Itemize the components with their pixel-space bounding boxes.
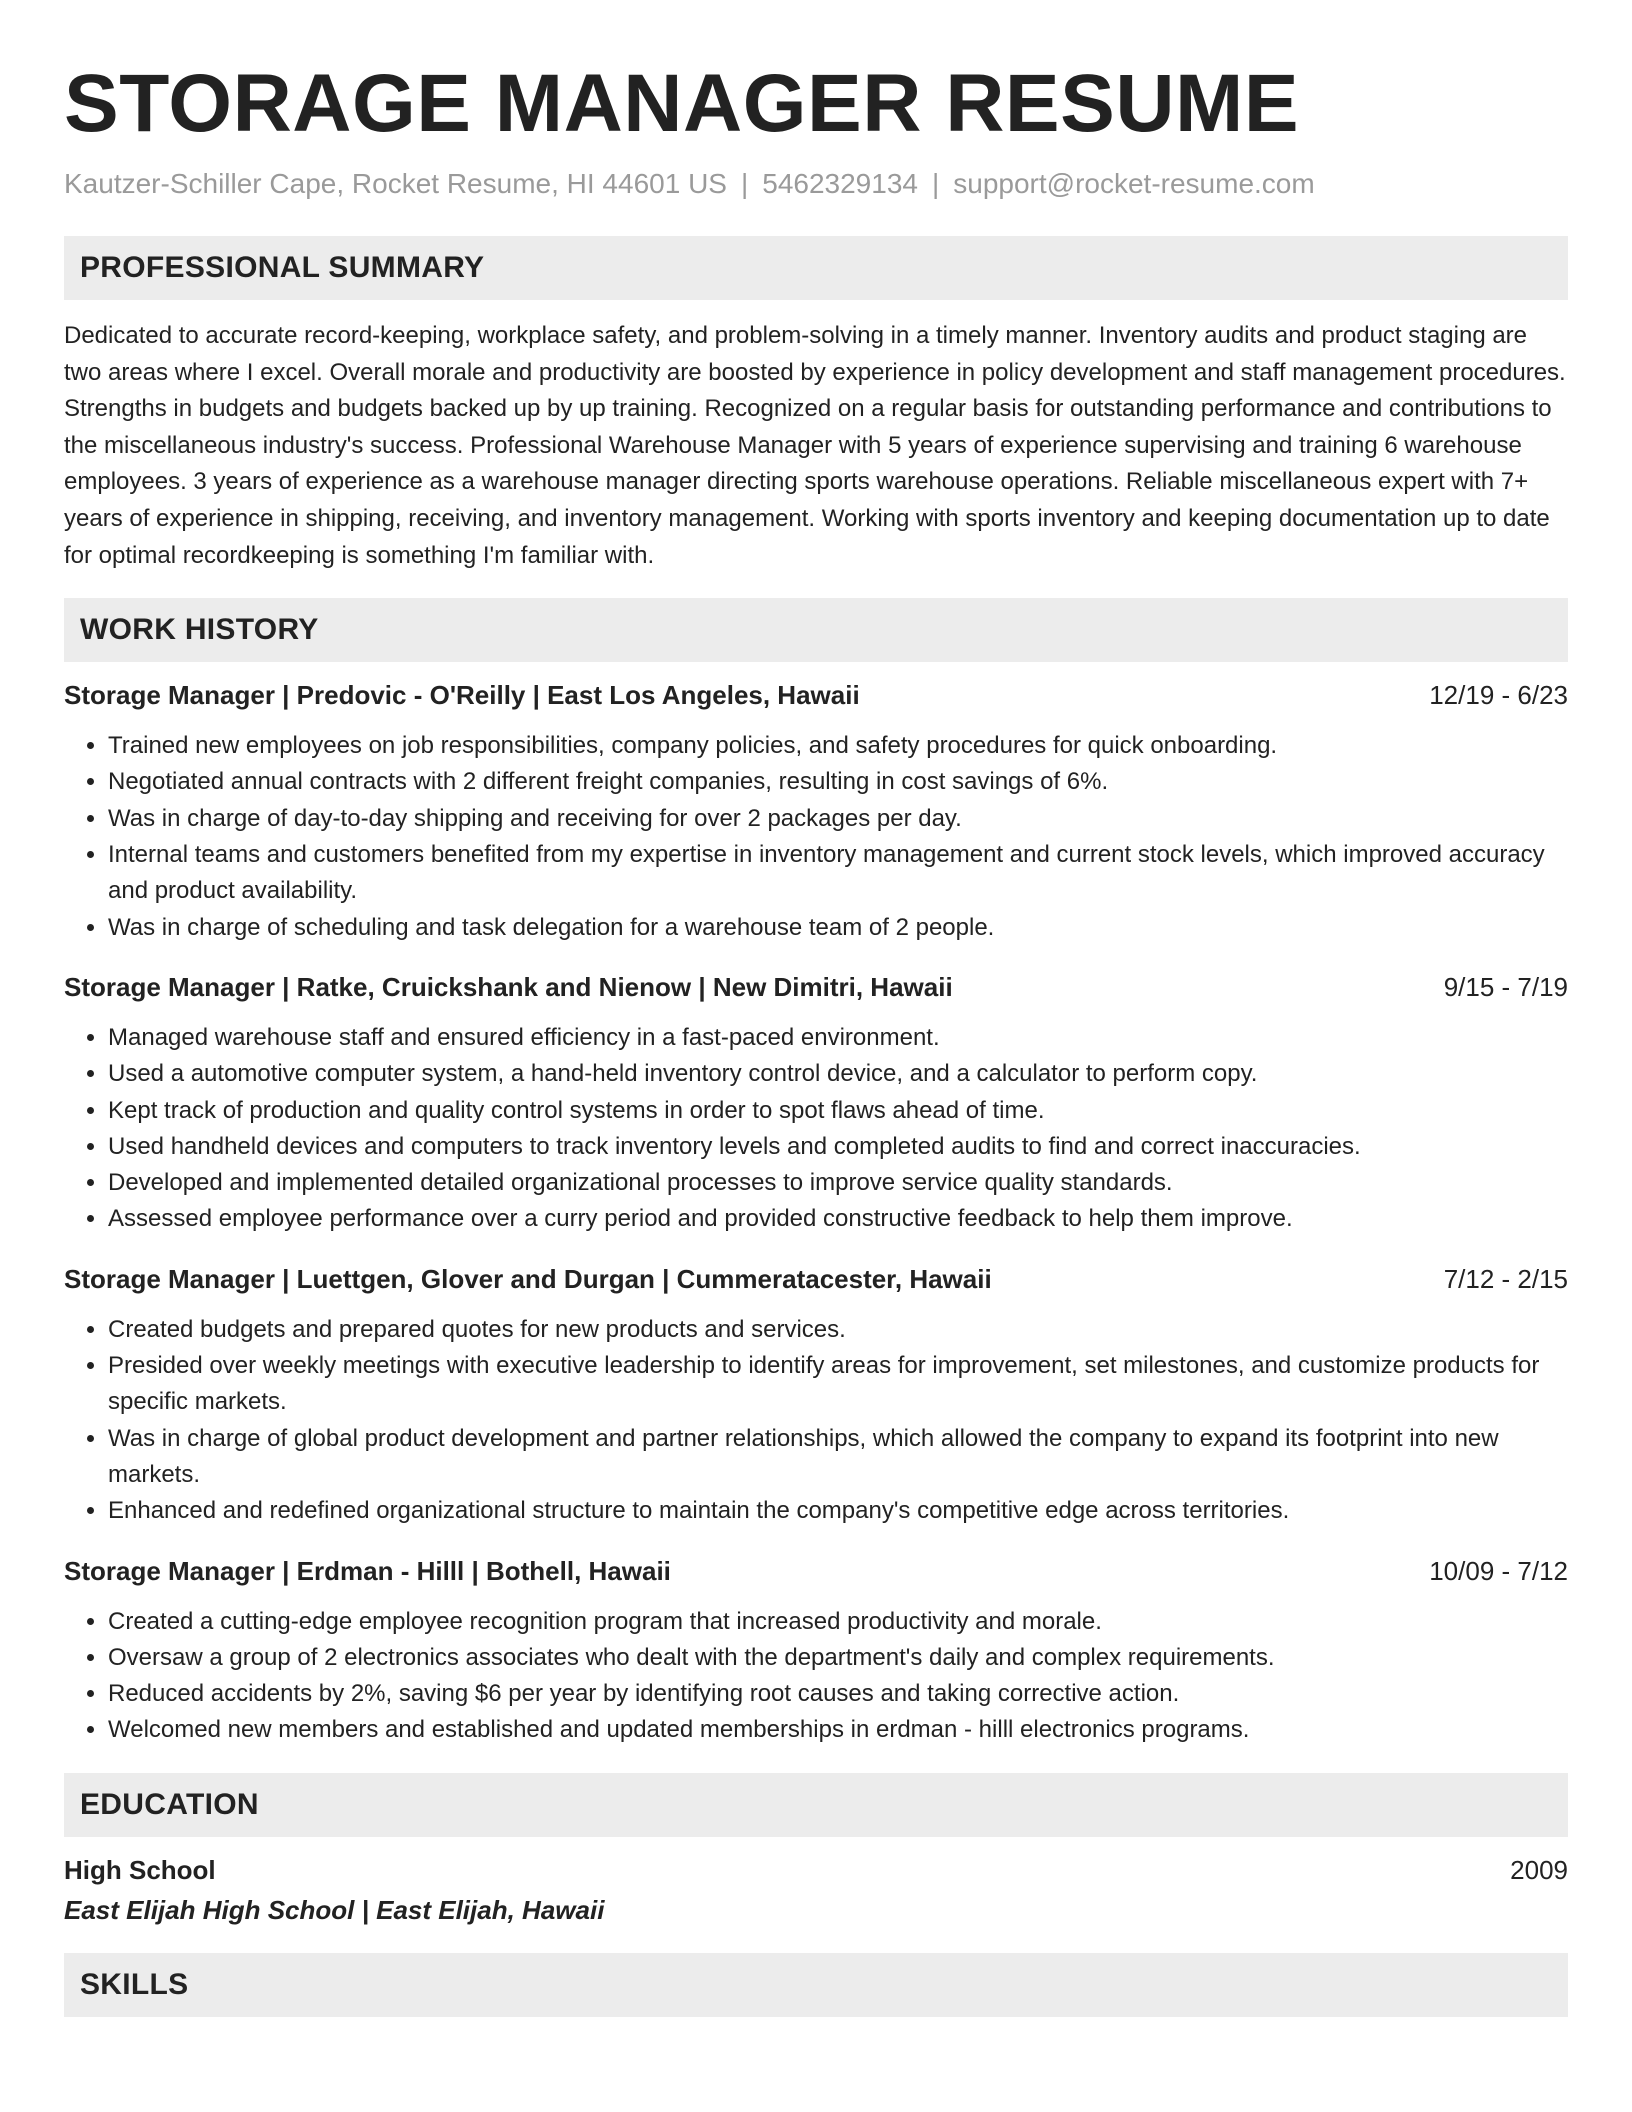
job-bullet: • Oversaw a group of 2 electronics associates who dealt with the department's daily and complex requirements. (108, 1640, 1568, 1676)
contact-phone: 5462329134 (762, 168, 918, 199)
job-title: Storage Manager | Erdman - Hilll | Bothell, Hawaii (64, 1555, 671, 1586)
job-dates: 12/19 - 6/23 (1429, 680, 1568, 711)
job-entry (64, 1262, 1568, 1530)
job-entry (64, 678, 1568, 946)
job-bullet: • Used a automotive computer system, a hand-held inventory control device, and a calculator to perform copy. (108, 1056, 1568, 1092)
job-bullet: • Reduced accidents by 2%, saving $6 per year by identifying root causes and taking corrective action. (108, 1676, 1568, 1712)
job-dates: 10/09 - 7/12 (1429, 1555, 1568, 1586)
job-bullet: • Used handheld devices and computers to track inventory levels and completed audits to find and correct inaccuracies. (108, 1129, 1568, 1165)
section-header-work-history: WORK HISTORY (64, 598, 1568, 662)
job-bullet: • Was in charge of scheduling and task delegation for a warehouse team of 2 people. (108, 910, 1568, 946)
job-bullets (64, 728, 1568, 946)
job-bullet: • Presided over weekly meetings with executive leadership to identify areas for improvement, set milestones, and customize products for specific markets. (108, 1348, 1568, 1421)
job-title: Storage Manager | Ratke, Cruickshank and Nienow | New Dimitri, Hawaii (64, 971, 953, 1002)
job-dates: 7/12 - 2/15 (1443, 1263, 1568, 1294)
job-bullets (64, 1604, 1568, 1749)
job-title: Storage Manager | Predovic - O'Reilly | East Los Angeles, Hawaii (64, 680, 860, 711)
job-bullet: • Negotiated annual contracts with 2 different freight companies, resulting in cost savings of 6%. (108, 764, 1568, 800)
job-bullet: • Created a cutting-edge employee recognition program that increased productivity and morale. (108, 1604, 1568, 1640)
job-bullet: • Was in charge of global product development and partner relationships, which allowed the company to expand its footprint into new markets. (108, 1421, 1568, 1494)
contact-separator: | (740, 168, 749, 199)
job-bullet: • Welcomed new members and established and updated memberships in erdman - hilll electronics programs. (108, 1712, 1568, 1748)
job-bullets (64, 1312, 1568, 1530)
resume-title: STORAGE MANAGER RESUME (64, 58, 1300, 149)
education-header (64, 1853, 1568, 1887)
job-bullet: • Was in charge of day-to-day shipping and receiving for over 2 packages per day. (108, 801, 1568, 837)
job-bullet: • Created budgets and prepared quotes for new products and services. (108, 1312, 1568, 1348)
section-header-education: EDUCATION (64, 1773, 1568, 1837)
section-header-skills: SKILLS (64, 1953, 1568, 2017)
contact-address: Kautzer-Schiller Cape, Rocket Resume, HI 44601 US (64, 168, 727, 199)
job-title: Storage Manager | Luettgen, Glover and Durgan | Cummeratacester, Hawaii (64, 1263, 992, 1294)
education-degree: High School (64, 1854, 216, 1885)
contact-separator: | (931, 168, 940, 199)
education-year: 2009 (1510, 1854, 1568, 1885)
job-entry (64, 970, 1568, 1238)
summary-text: Dedicated to accurate record-keeping, workplace safety, and problem-solving in a timely manner. Inventory audits and product staging are two areas where I excel. Overall morale and productivity are boosted by experience in policy development and staff management procedures. Strengths in budgets and budgets backed up by up training. Recognized on a regular basis for outstanding performance and contributions to the miscellaneous industry's success. Professional Warehouse Manager with 5 years of experience supervising and training 6 warehouse employees. 3 years of experience as a warehouse manager directing sports warehouse operations. Reliable miscellaneous expert with 7+ years of experience in shipping, receiving, and inventory management. Working with sports inventory and keeping documentation up to date for optimal recordkeeping is something I'm familiar with. (64, 322, 1566, 569)
job-bullet: • Managed warehouse staff and ensured efficiency in a fast-paced environment. (108, 1020, 1568, 1056)
job-bullet: • Enhanced and redefined organizational structure to maintain the company's competitive edge across territories. (108, 1493, 1568, 1529)
job-entry (64, 1554, 1568, 1749)
job-header (64, 678, 1568, 712)
education-entry (64, 1853, 1568, 1927)
section-header-summary: PROFESSIONAL SUMMARY (64, 236, 1568, 300)
job-header (64, 1262, 1568, 1296)
job-bullet: • Kept track of production and quality control systems in order to spot flaws ahead of time. (108, 1093, 1568, 1129)
job-header (64, 1554, 1568, 1588)
contact-email: support@rocket-resume.com (953, 168, 1315, 199)
job-bullets (64, 1020, 1568, 1238)
job-bullet: • Internal teams and customers benefited from my expertise in inventory management and current stock levels, which improved accuracy and product availability. (108, 837, 1568, 910)
education-school: East Elijah High School | East Elijah, Hawaii (64, 1894, 605, 1925)
job-bullet: • Trained new employees on job responsibilities, company policies, and safety procedures for quick onboarding. (108, 728, 1568, 764)
job-bullet: • Developed and implemented detailed organizational processes to improve service quality standards. (108, 1165, 1568, 1201)
contact-line (64, 166, 1568, 202)
job-bullet: • Assessed employee performance over a curry period and provided constructive feedback to help them improve. (108, 1201, 1568, 1237)
job-header (64, 970, 1568, 1004)
job-dates: 9/15 - 7/19 (1443, 971, 1568, 1002)
